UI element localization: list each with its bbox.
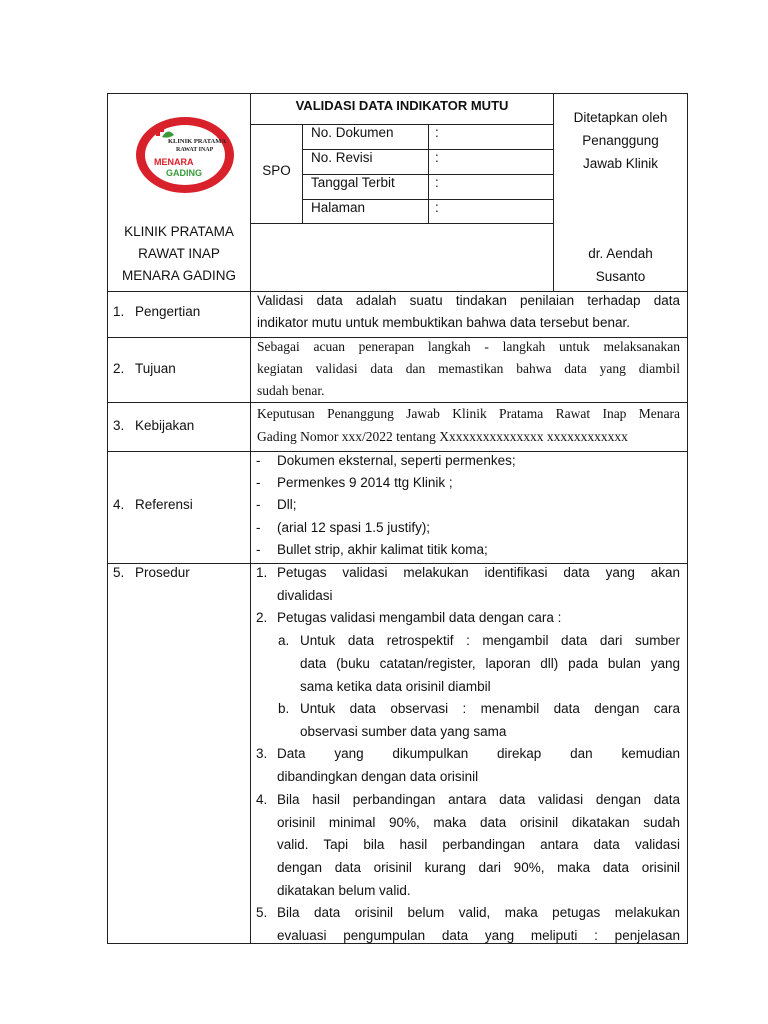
meta-sep-tanggal-terbit: : xyxy=(435,175,439,190)
prosedur-step-4-line3: valid. Tapi bila hasil perbandingan antara data validasi xyxy=(277,837,680,852)
referensi-bullet-5: - xyxy=(256,542,261,557)
signatory-line1: dr. Aendah xyxy=(588,246,653,261)
tujuan-line1: Sebagai acuan penerapan langkah - langkah untuk melaksanakan xyxy=(257,339,680,354)
section-label-pengertian: Pengertian xyxy=(135,304,201,319)
logo-text-line3: MENARA xyxy=(154,157,194,167)
established-line2: Penanggung xyxy=(582,133,659,148)
referensi-item-4: (arial 12 spasi 1.5 justify); xyxy=(277,520,431,535)
prosedur-substep-num-a: a. xyxy=(278,633,290,648)
kebijakan-line2: Gading Nomor xxx/2022 tentang Xxxxxxxxxxxxxxx xxxxxxxxxxxx xyxy=(257,429,628,444)
clinic-name-line2: RAWAT INAP xyxy=(138,246,220,261)
prosedur-step-5-line1: Bila data orisinil belum valid, maka petugas melakukan xyxy=(277,905,680,920)
section-num-kebijakan: 3. xyxy=(113,418,125,433)
section-label-prosedur: Prosedur xyxy=(135,565,190,580)
referensi-bullet-1: - xyxy=(256,453,261,468)
logo-text-line2: RAWAT INAP xyxy=(176,147,214,153)
prosedur-step-4-line5: dikatakan belum valid. xyxy=(277,883,411,898)
tujuan-line3: sudah benar. xyxy=(257,383,325,398)
section-num-tujuan: 2. xyxy=(113,361,125,376)
section-label-tujuan: Tujuan xyxy=(135,361,176,376)
prosedur-step-num-4: 4. xyxy=(256,792,268,807)
referensi-bullet-3: - xyxy=(256,497,261,512)
prosedur-step-num-2: 2. xyxy=(256,610,268,625)
prosedur-step-3-line1: Data yang dikumpulkan direkap dan kemudian xyxy=(277,746,680,761)
kebijakan-line1: Keputusan Penanggung Jawab Klinik Pratama Rawat Inap Menara xyxy=(257,406,680,421)
prosedur-step-4-line4: dengan data orisinil kurang dari 90%, maka data orisinil xyxy=(277,860,680,875)
prosedur-step-3-line2: dibandingkan dengan data orisinil xyxy=(277,769,479,784)
document-title: VALIDASI DATA INDIKATOR MUTU xyxy=(295,98,509,113)
prosedur-substep-a-line1: Untuk data retrospektif : mengambil data dari sumber xyxy=(300,633,680,648)
prosedur-substep-b-line1: Untuk data observasi : menambil data dengan cara xyxy=(300,701,680,716)
prosedur-step-4-line1: Bila hasil perbandingan antara data validasi dengan data xyxy=(277,792,680,807)
prosedur-step-num-1: 1. xyxy=(256,565,268,580)
logo-text-line1: KLINIK PRATAMA xyxy=(168,138,227,145)
meta-sep-halaman: : xyxy=(435,200,439,215)
meta-sep-no-dokumen: : xyxy=(435,125,439,140)
prosedur-step-1-line2: divalidasi xyxy=(277,588,333,603)
meta-sep-no-revisi: : xyxy=(435,150,439,165)
meta-label-halaman: Halaman xyxy=(311,200,366,215)
prosedur-step-4-line2: orisinil minimal 90%, maka data orisinil dikatakan sudah xyxy=(277,815,680,830)
spo-label: SPO xyxy=(262,163,291,178)
referensi-bullet-2: - xyxy=(256,475,261,490)
meta-label-no-revisi: No. Revisi xyxy=(311,150,373,165)
section-label-referensi: Referensi xyxy=(135,497,193,512)
section-label-kebijakan: Kebijakan xyxy=(135,418,195,433)
pengertian-line2: indikator mutu untuk membuktikan bahwa data tersebut benar. xyxy=(257,315,630,330)
prosedur-step-num-5: 5. xyxy=(256,905,268,920)
prosedur-substep-b-line2: observasi sumber data yang sama xyxy=(300,724,507,739)
clinic-name-line3: MENARA GADING xyxy=(121,268,237,283)
established-line3: Jawab Klinik xyxy=(582,156,659,171)
referensi-bullet-4: - xyxy=(256,520,261,535)
referensi-item-1: Dokumen eksternal, seperti permenkes; xyxy=(277,453,516,468)
meta-label-no-dokumen: No. Dokumen xyxy=(311,125,394,140)
pengertian-line1: Validasi data adalah suatu tindakan penilaian terhadap data xyxy=(257,293,680,308)
clinic-name-line1: KLINIK PRATAMA xyxy=(124,224,234,239)
prosedur-substep-a-line2: data (buku catatan/register, laporan dll) pada bulan yang xyxy=(300,656,680,671)
prosedur-step-1-line1: Petugas validasi melakukan identifikasi data yang akan xyxy=(277,565,680,580)
referensi-item-3: Dll; xyxy=(277,497,297,512)
section-num-pengertian: 1. xyxy=(113,304,125,319)
signatory-line2: Susanto xyxy=(595,269,646,284)
prosedur-step-num-3: 3. xyxy=(256,746,268,761)
referensi-item-2: Permenkes 9 2014 ttg Klinik ; xyxy=(277,475,453,490)
established-line1: Ditetapkan oleh xyxy=(573,110,668,125)
section-num-prosedur: 5. xyxy=(113,565,125,580)
meta-label-tanggal-terbit: Tanggal Terbit xyxy=(311,175,395,190)
logo-text-line4: GADING xyxy=(166,168,202,178)
prosedur-step-5-line2: evaluasi pengumpulan data yang meliputi : penjelasan xyxy=(277,928,680,943)
section-num-referensi: 4. xyxy=(113,497,125,512)
prosedur-step-2-line1: Petugas validasi mengambil data dengan cara : xyxy=(277,610,562,625)
prosedur-substep-num-b: b. xyxy=(278,701,290,716)
clinic-logo xyxy=(132,113,238,197)
referensi-item-5: Bullet strip, akhir kalimat titik koma; xyxy=(277,542,488,557)
prosedur-substep-a-line3: sama ketika data orisinil diambil xyxy=(300,679,491,694)
tujuan-line2: kegiatan validasi data dan memastikan bahwa data yang diambil xyxy=(257,361,680,376)
